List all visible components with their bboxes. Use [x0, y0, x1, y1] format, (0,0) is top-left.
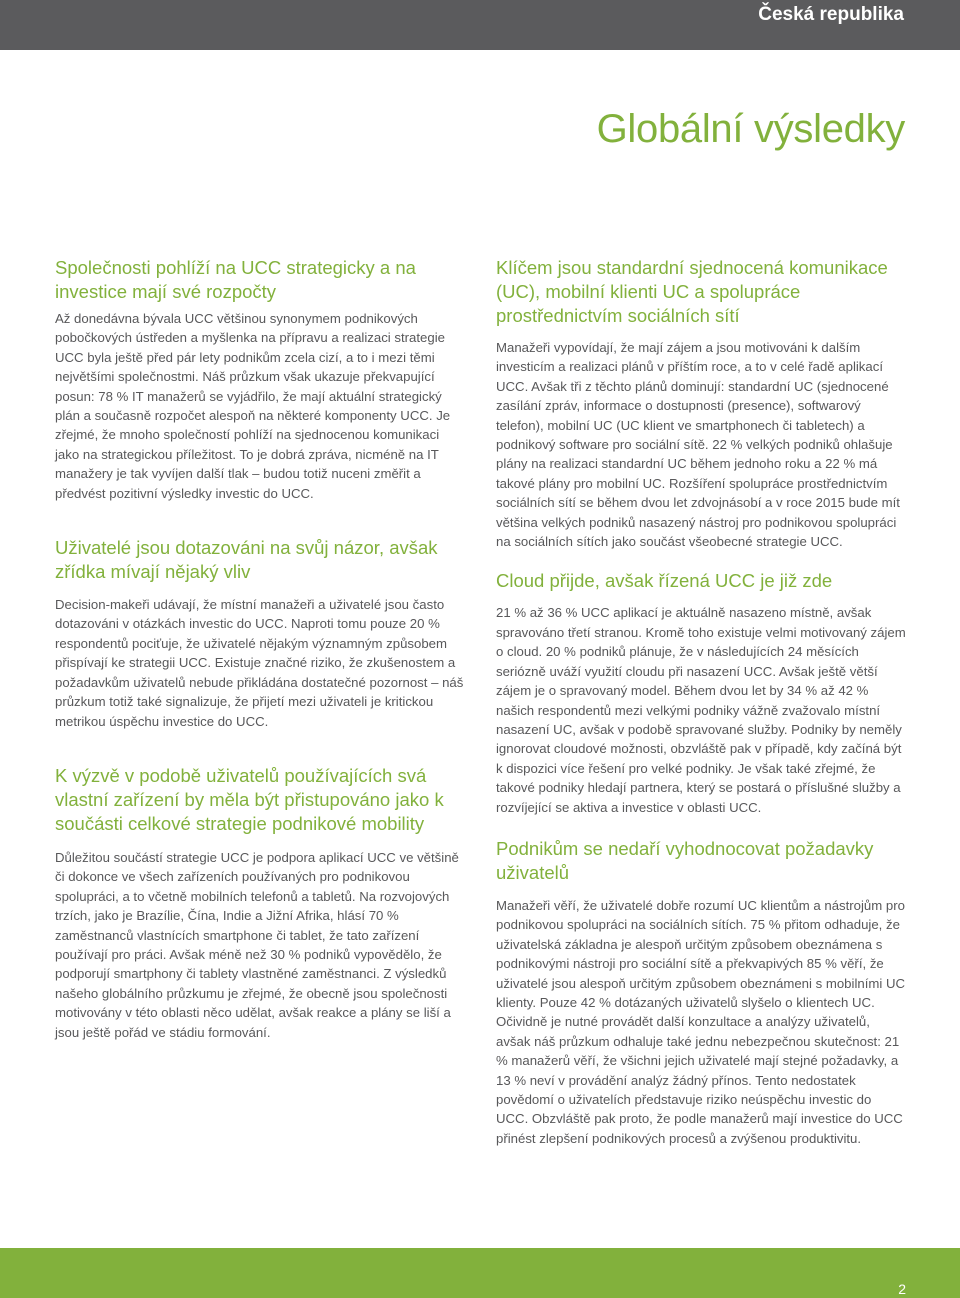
page-number: 2 [898, 1281, 906, 1297]
section-user-opinion [55, 536, 465, 731]
page-title: Globální výsledky [596, 107, 905, 151]
section-standard-uc [496, 256, 906, 551]
section-body: Manažeři věří, že uživatelé dobře rozumí UC klientům a nástrojům pro podnikovou spolupráci na sociálních sítích. 75 % přitom odhaduje, že uživatelská základna je alespoň určitým způsobem obeznámena s podnikovými nástroji pro sociální sítě a překvapivých 85 % věří, že uživatelé jsou alespoň určitým způsobem obeznámeni s mobilními UC klienty. Pouze 42 % dotázaných uživatelů slyšelo o klientech UC. Očividně je nutné provádět další konzultace a analýzy uživatelů, avšak náš průzkum odhaluje také jednu nebezpečnou skutečnost: 21 % manažerů věří, že všichni jejich uživatelé mají stejné požadavky, a 13 % neví v provádění analýz žádný přínos. Tento nedostatek povědomí o uživatelích představuje riziko neúspěchu investic do UCC. Obzvláště pak proto, že podle manažerů mají investice do UCC přinést zlepšení podnikových procesů a zvýšenou produktivitu. [496, 897, 905, 1146]
section-body: Důležitou součástí strategie UCC je podpora aplikací UCC ve většině či dokonce ve všech zařízeních používaných pro podnikovou spolupráci, a to včetně mobilních telefonů a tabletů. Na rozvojových trzích, jako je Brazílie, Čína, Indie a Jižní Afrika, hlásí 70 % zaměstnanců vlastnících smartphone či tablet, že tato zařízení používají pro práci. Avšak méně než 30 % podniků vypovědělo, že podporují smartphony či tablety vlastněné zaměstnanci. Z výsledků našeho globálního průzkumu je zřejmé, že obecně jsou společnosti motivovány v této oblasti něco udělat, avšak reakce a plány se liší a jsou ještě pořád ve stádiu formování. [55, 849, 459, 1040]
header-bar [0, 0, 960, 50]
section-heading: K výzvě v podobě uživatelů používajících svá vlastní zařízení by měla být přistupováno jako k součásti celkové strategie podnikové mobility [55, 764, 444, 834]
section-heading: Podnikům se nedaří vyhodnocovat požadavky uživatelů [496, 837, 874, 883]
section-heading: Společnosti pohlíží na UCC strategicky a na investice mají své rozpočty [55, 257, 416, 302]
left-column [55, 256, 465, 1042]
section-heading: Cloud přijde, avšak řízená UCC je již zde [496, 570, 833, 592]
country-label: Česká republika [758, 4, 904, 25]
section-body: Decision-makeři udávají, že místní manažeři a uživatelé jsou často dotazováni v otázkách investic do UCC. Naproti tomu pouze 20 % respondentů pociťuje, že uživatelé nějakým významným způsobem přispívají ke strategii UCC. Existuje značné riziko, že zkušenostem a požadavkům uživatelů nebude přikládána dostatečné pozornost – náš průzkum totiž také signalizuje, že přijetí mezi uživateli je kritickou metrikou úspěchu investice do UCC. [55, 597, 464, 729]
section-heading: Klíčem jsou standardní sjednocená komunikace (UC), mobilní klienti UC a spolupráce prostřednictvím sociálních sítí [496, 257, 888, 326]
section-ucc-strategy [55, 256, 465, 503]
section-heading: Uživatelé jsou dotazováni na svůj názor, avšak zřídka mívají nějaký vliv [55, 537, 438, 583]
section-body: Až donedávna bývala UCC většinou synonymem podnikových pobočkových ústředen a myšlenka na přípravu a realizaci strategie UCC byla ještě před pár lety podnikům zcela cizí, a to i mezi těmi největšími společnostmi. Náš průzkum však ukazuje překvapující posun: 78 % IT manažerů se vyjádřilo, že mají aktuální strategický plán a současně rozpočet alespoň na některé komponenty UCC. Je zřejmé, že mnoho společností pohlíží na sjednocenou komunikaci jako na strategickou příležitost. To je dobrá zpráva, nicméně na IT manažery je tak vyvíjen další tlak – budou totiž nuceni změřit a předvést pozitivní výsledky investic do UCC. [55, 311, 451, 501]
section-body: Manažeři vypovídají, že mají zájem a jsou motivováni k dalším investicím a realizaci plánů v příštím roce, a to v celé řadě aplikací UCC. Avšak tři z těchto plánů dominují: standardní UC (sjednocené zasílání zpráv, informace o dostupnosti (presence), softwarový telefon), mobilní UC (UC klient ve smartphonech či tabletech) a podnikový software pro sociální sítě. 22 % velkých podniků ohlašuje plány na realizaci standardní UC během jednoho roku a 22 % má takové plány pro mobilní UC. Rozšíření spolupráce prostřednictvím sociálních sítí se během dvou let zdvojnásobí a v roce 2015 bude mít většina velkých podniků nasazený nástroj pro podnikovou spolupráci na sociálních sítích jako součást všeobecné strategie UCC. [496, 340, 900, 550]
section-cloud [496, 569, 906, 816]
right-column [496, 256, 906, 1148]
footer-bar [0, 1248, 960, 1298]
section-user-requirements [496, 837, 906, 1148]
section-byod [55, 764, 465, 1042]
section-body: 21 % až 36 % UCC aplikací je aktuálně nasazeno místně, avšak spravováno třetí stranou. Kromě toho existuje velmi motivovaný zájem o cloud. 20 % podniků plánuje, že v následujících 24 měsících seriózně uváží využití cloudu při nasazení UCC. Avšak ještě větší zájem je o spravovaný model. Během dvou let by 34 % až 42 % našich respondentů mezi velkými podniky vážně zvažovalo místní nasazení UC, avšak v podobě spravované služby. Podniky by neměly ignorovat cloudové možnosti, obzvláště pak v případě, kdy začíná být k dispozici více řešení pro velké podniky. Je však také zřejmé, že takové podniky hledají partnera, který se postará o příslušné služby a rozvíjející se aktiva a investice v oblasti UCC. [496, 605, 906, 815]
